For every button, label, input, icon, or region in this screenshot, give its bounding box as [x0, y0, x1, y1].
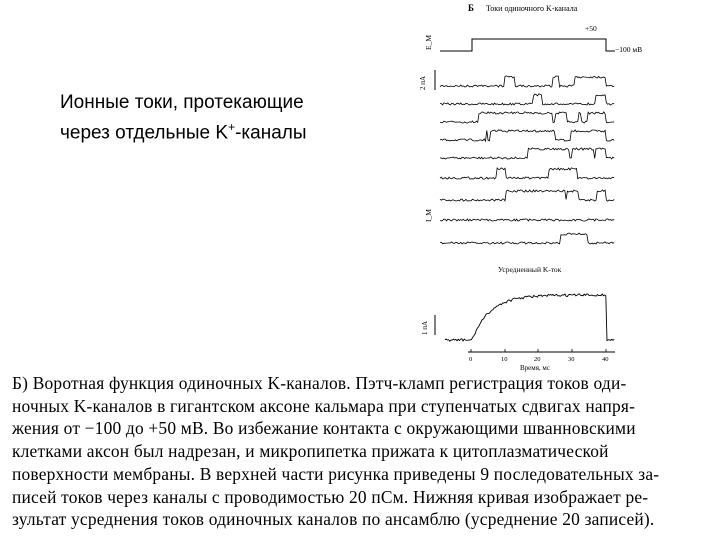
caption-line: поверхности мембраны. В верхней части рисунка приведены 9 последовательных за- — [12, 463, 660, 484]
slide-title-line-1: Ионные токи, протекающие — [60, 92, 304, 113]
panel-letter: Б — [468, 3, 474, 13]
trace-5 — [440, 148, 614, 159]
x-tick-label-0: 0 — [469, 356, 473, 363]
x-tick-label-30: 30 — [568, 356, 575, 363]
x-axis-label: Время, мс — [520, 364, 550, 372]
average-title: Усредненный K-ток — [498, 265, 562, 274]
caption-line: жения от −100 до +50 мВ. Во избежание контакта с окружающими шванновскими — [12, 418, 636, 439]
trace-8 — [440, 219, 614, 221]
averaged-current-trace — [445, 294, 614, 341]
avg-scale-label: 1 пА — [421, 320, 429, 335]
voltage-step-trace — [440, 39, 615, 51]
current-scale-label: 2 пА — [419, 75, 427, 90]
trace-7 — [440, 190, 614, 201]
voltage-high-label: +50 — [585, 24, 597, 33]
caption-line: Б) Воротная функция одиночных K-каналов. Пэтч-кламп регистрация токов оди- — [12, 373, 627, 393]
x-tick-label-10: 10 — [501, 356, 508, 363]
voltage-low-label: −100 мВ — [615, 45, 643, 54]
trace-3 — [440, 112, 614, 123]
trace-1 — [440, 76, 614, 87]
caption-line: клетками аксон был надрезан, и микропипетка прижата к цитоплазматической — [12, 441, 609, 462]
title-superscript: + — [228, 120, 236, 134]
caption-line: зультат усреднения токов одиночных каналов по ансамблю (усреднение 20 записей). — [12, 509, 655, 530]
x-tick-label-40: 40 — [602, 356, 609, 363]
patch-clamp-figure — [410, 0, 720, 372]
im-label: I_M — [424, 209, 433, 222]
title-text-post: -каналы — [235, 122, 307, 144]
x-tick-label-20: 20 — [534, 356, 541, 363]
title-text-pre: через отдельные K — [60, 122, 229, 144]
caption-line: писей токов через каналы с проводимостью 20 пСм. Нижняя кривая изображает ре- — [12, 486, 649, 507]
slide-title — [60, 90, 390, 145]
single-channel-traces — [440, 76, 614, 244]
caption-line: ночных K-каналов в гигантском аксоне кальмара при ступенчатых сдвигах напря- — [12, 395, 636, 416]
trace-6 — [440, 168, 614, 179]
trace-4 — [440, 130, 614, 141]
figure-caption — [12, 372, 712, 531]
slide-title-line-2 — [60, 115, 390, 145]
trace-2 — [440, 94, 614, 105]
trace-9 — [440, 233, 614, 244]
panel-title: Токи одиночного K-канала — [486, 4, 578, 13]
em-label: E_M — [424, 35, 433, 50]
